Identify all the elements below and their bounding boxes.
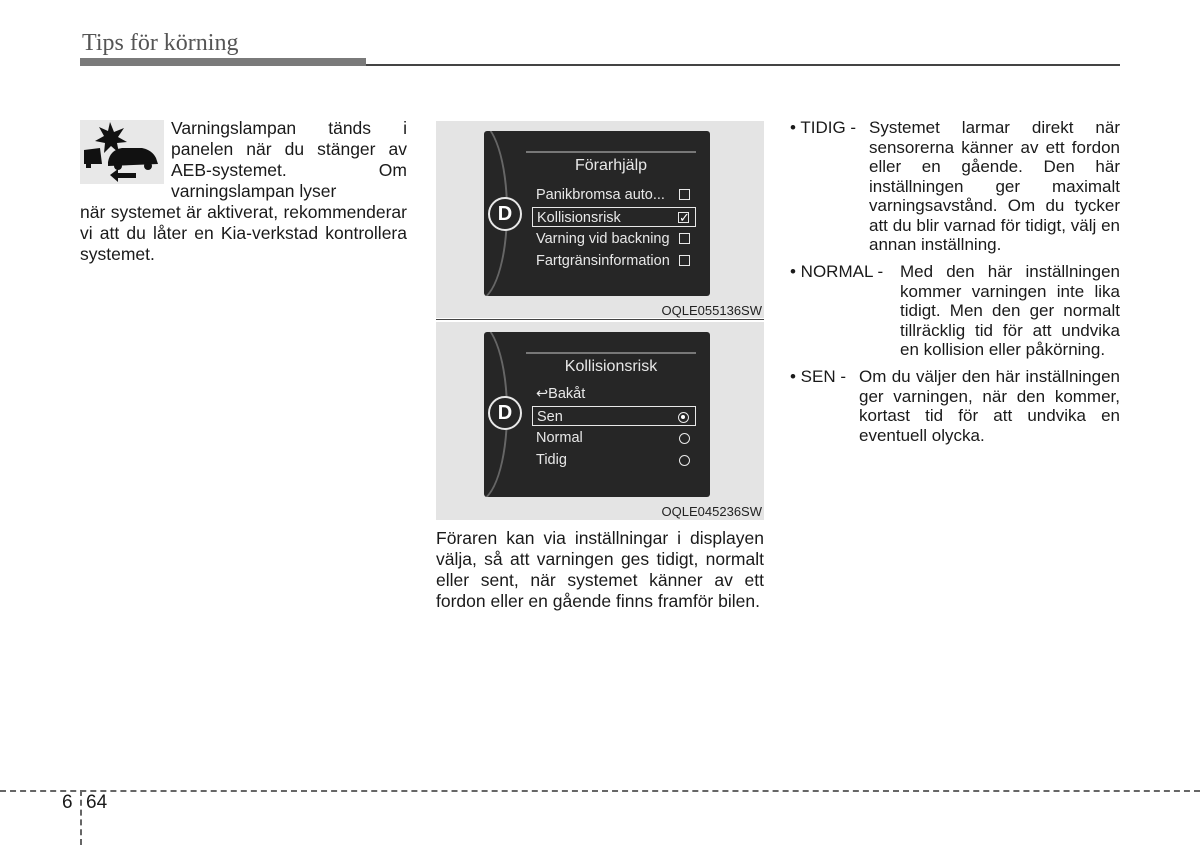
menu-item-selected[interactable] xyxy=(532,406,696,426)
option-description: Systemet larmar direkt när sensorerna känner av ett fordon eller en gående. Den här inställningen ger maximalt varningsavstånd. Om du tycker att du blir varnad för tidigt, välj en annan inställning. xyxy=(869,118,1120,254)
menu-item-label: Kollisionsrisk xyxy=(537,210,621,226)
back-item[interactable] xyxy=(536,384,696,404)
menu-item[interactable] xyxy=(536,229,696,249)
footer-dashed-rule xyxy=(0,790,1200,792)
figure-code: OQLE045236SW xyxy=(661,504,762,519)
menu-item[interactable] xyxy=(536,450,696,470)
option-normal xyxy=(790,262,1120,362)
page-header-title: Tips för körning xyxy=(82,30,239,56)
display-settings-text: Föraren kan via inställningar i displayen välja, så att varningen ges tidigt, normalt eller sent, när systemet känner av ett fordon eller en gående finns framför bilen. xyxy=(436,528,764,611)
screen-title-bar xyxy=(526,352,696,354)
menu-item[interactable] xyxy=(536,251,696,271)
option-key: • TIDIG - xyxy=(790,118,857,137)
option-description: Med den här inställningen kommer varningen inte lika tidigt. Men den ger normalt tillräcklig tid för att undvika en kollision eller påkörning. xyxy=(900,262,1120,359)
option-description: Om du väljer den här inställningen ger varningen, när den kommer, kortast tid för att undvika en eventuell olycka. xyxy=(859,367,1120,445)
header-accent-bar xyxy=(80,58,366,66)
checkbox-checked[interactable] xyxy=(678,212,689,223)
radio-selected[interactable] xyxy=(678,412,689,423)
back-arrow-icon: ↩ xyxy=(536,386,549,402)
gear-indicator: D xyxy=(488,396,522,430)
checkbox[interactable] xyxy=(679,189,690,200)
screen-title-bar xyxy=(526,151,696,153)
figure-driver-assist-menu xyxy=(436,121,764,318)
menu-item-label: Tidig xyxy=(536,452,567,468)
checkbox[interactable] xyxy=(679,255,690,266)
option-key: • NORMAL - xyxy=(790,262,884,281)
menu-item[interactable] xyxy=(536,428,696,448)
option-key: • SEN - xyxy=(790,367,847,386)
menu-item-label: Fartgränsinformation xyxy=(536,253,670,269)
menu-item[interactable] xyxy=(536,185,696,205)
warning-lamp-text: Varningslampan tänds i panelen när du stänger av AEB-systemet. Om varningslampan lyser xyxy=(171,118,407,201)
gear-indicator: D xyxy=(488,197,522,231)
aeb-warning-icon xyxy=(80,120,164,184)
cluster-display xyxy=(484,131,710,296)
back-label: Bakåt xyxy=(548,386,586,402)
figure-separator xyxy=(436,319,764,320)
option-tidig xyxy=(790,118,1120,258)
page-number: 64 xyxy=(86,792,108,813)
checkbox[interactable] xyxy=(679,233,690,244)
warning-lamp-text-continued: när systemet är aktiverat, rekommenderar vi att du låter en Kia-verkstad kontrollera systemet. xyxy=(80,202,407,264)
menu-item-label: Sen xyxy=(537,409,563,425)
option-sen xyxy=(790,367,1120,447)
screen-title: Kollisionsrisk xyxy=(564,358,658,375)
footer-dashed-divider xyxy=(80,790,82,845)
menu-item-label: Normal xyxy=(536,430,583,446)
menu-item-label: Varning vid backning xyxy=(536,231,670,247)
page-section-number: 6 xyxy=(62,792,73,813)
menu-item-label: Panikbromsa auto... xyxy=(536,187,665,203)
figure-collision-risk-menu xyxy=(436,322,764,520)
radio[interactable] xyxy=(679,455,690,466)
radio[interactable] xyxy=(679,433,690,444)
header-rule xyxy=(366,64,1120,66)
screen-title: Förarhjälp xyxy=(574,157,648,174)
figure-code: OQLE055136SW xyxy=(661,303,762,318)
cluster-display xyxy=(484,332,710,497)
menu-item-selected[interactable] xyxy=(532,207,696,227)
